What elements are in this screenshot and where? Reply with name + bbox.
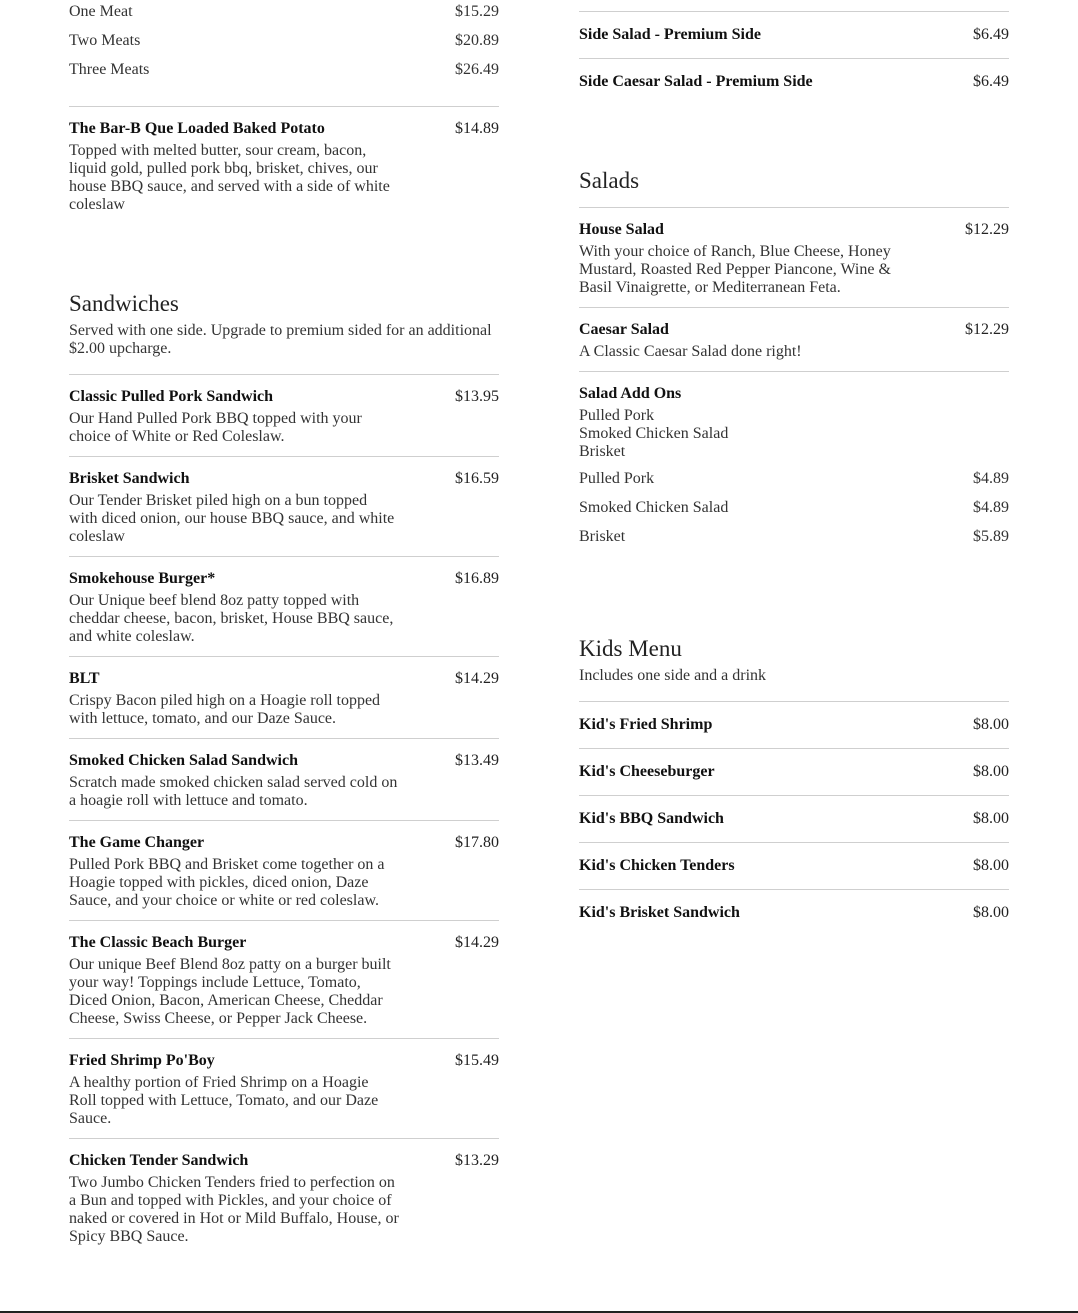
item-description: A Classic Caesar Salad done right! — [579, 343, 802, 360]
item-price: $13.49 — [455, 752, 499, 769]
item-name: Smoked Chicken Salad Sandwich — [69, 752, 298, 769]
meat-option-price: $15.29 — [455, 3, 499, 20]
item-description: With your choice of Ranch, Blue Cheese, Honey Mustard, Roasted Red Pepper Piancone, Wine & Basil Vinaigrette, or Mediterranean Feta. — [579, 243, 891, 296]
item-price: $8.00 — [973, 810, 1009, 827]
item-name: Kid's Brisket Sandwich — [579, 904, 740, 921]
item-description: Crispy Bacon piled high on a Hoagie roll topped with lettuce, tomato, and our Daze Sauce. — [69, 692, 381, 727]
menu-item — [69, 920, 499, 1038]
item-price: $8.00 — [973, 904, 1009, 921]
item-name: The Classic Beach Burger — [69, 934, 247, 951]
item-price: $15.49 — [455, 1052, 499, 1069]
section-note: Served with one side. Upgrade to premium sided for an additional $2.00 upcharge. — [69, 322, 492, 357]
item-name: Brisket Sandwich — [69, 470, 190, 487]
meat-option-price: $26.49 — [455, 61, 499, 78]
item-name: The Game Changer — [69, 834, 205, 851]
left-column — [69, 0, 499, 1256]
salad-add-ons — [579, 371, 1009, 551]
section-title: Kids Menu — [579, 636, 682, 661]
section-note: Includes one side and a drink — [579, 667, 767, 684]
item-name: Side Salad - Premium Side — [579, 26, 761, 43]
addon-option-label: Brisket — [579, 528, 626, 545]
section-title: Sandwiches — [69, 291, 179, 316]
addon-option-price: $5.89 — [973, 528, 1009, 545]
item-price: $8.00 — [973, 763, 1009, 780]
item-name: Fried Shrimp Po'Boy — [69, 1052, 215, 1069]
item-name: Kid's BBQ Sandwich — [579, 810, 724, 827]
meat-option-label: One Meat — [69, 3, 133, 20]
kids-section — [579, 635, 1009, 936]
item-name: Kid's Cheeseburger — [579, 763, 715, 780]
menu-item — [579, 58, 1009, 105]
item-price: $17.80 — [455, 834, 499, 851]
item-price: $6.49 — [973, 26, 1009, 43]
item-price: $8.00 — [973, 716, 1009, 733]
menu-item — [69, 556, 499, 656]
item-price: $14.89 — [455, 120, 499, 137]
meat-option-label: Two Meats — [69, 32, 141, 49]
menu-item — [69, 656, 499, 738]
item-name: House Salad — [579, 221, 664, 238]
item-price: $16.59 — [455, 470, 499, 487]
item-name: Kid's Chicken Tenders — [579, 857, 735, 874]
item-price: $6.49 — [973, 73, 1009, 90]
menu-item — [69, 738, 499, 820]
menu-item — [579, 11, 1009, 58]
item-name: The Bar-B Que Loaded Baked Potato — [69, 120, 325, 137]
addon-option-row — [579, 522, 1009, 551]
menu-item — [579, 307, 1009, 371]
item-price: $16.89 — [455, 570, 499, 587]
meat-option-row — [69, 55, 499, 84]
salads-section — [579, 167, 1009, 551]
meat-option-label: Three Meats — [69, 61, 150, 78]
item-name: Salad Add Ons — [579, 385, 682, 402]
item-description: Pulled Pork BBQ and Brisket come together on a Hoagie topped with pickles, diced onion, Daze Sauce, and your choice or white or red coleslaw. — [69, 856, 385, 909]
menu-item — [579, 701, 1009, 748]
menu-item — [579, 889, 1009, 936]
addon-list-entry: Pulled Pork — [579, 407, 655, 424]
item-price: $13.95 — [455, 388, 499, 405]
item-name: Smokehouse Burger* — [69, 570, 216, 587]
section-title: Salads — [579, 168, 640, 193]
addon-option-row — [579, 493, 1009, 522]
menu-item — [579, 207, 1009, 307]
item-description: Our unique Beef Blend 8oz patty on a burger built your way! Toppings include Lettuce, Tomato, Diced Onion, Bacon, American Cheese, Cheddar Cheese, Swiss Cheese, or Pepper Jack Cheese. — [69, 956, 391, 1027]
addon-list-entry: Brisket — [579, 443, 626, 460]
meat-options — [69, 0, 499, 84]
menu-item — [579, 842, 1009, 889]
addon-options — [579, 464, 1009, 551]
item-name: Kid's Fried Shrimp — [579, 716, 713, 733]
menu-item — [69, 1038, 499, 1138]
item-description: Our Unique beef blend 8oz patty topped with cheddar cheese, bacon, brisket, House BBQ sauce, and white coleslaw. — [69, 592, 394, 645]
addon-option-price: $4.89 — [973, 470, 1009, 487]
item-name: Side Caesar Salad - Premium Side — [579, 73, 813, 90]
menu-item — [579, 795, 1009, 842]
item-price: $13.29 — [455, 1152, 499, 1169]
addon-option-label: Pulled Pork — [579, 470, 655, 487]
item-name: Caesar Salad — [579, 321, 669, 338]
right-column — [579, 0, 1009, 936]
menu-item — [69, 1138, 499, 1256]
premium-sides — [579, 11, 1009, 105]
item-description: A healthy portion of Fried Shrimp on a Hoagie Roll topped with Lettuce, Tomato, and our Daze Sauce. — [69, 1074, 379, 1127]
item-price: $14.29 — [455, 670, 499, 687]
addon-option-label: Smoked Chicken Salad — [579, 499, 729, 516]
meat-option-row — [69, 0, 499, 26]
meat-option-row — [69, 26, 499, 55]
item-price: $14.29 — [455, 934, 499, 951]
item-description: Our Hand Pulled Pork BBQ topped with your choice of White or Red Coleslaw. — [69, 410, 362, 445]
item-price: $12.29 — [965, 321, 1009, 338]
addon-option-row — [579, 464, 1009, 493]
menu-item — [69, 820, 499, 920]
item-description: Topped with melted butter, sour cream, bacon, liquid gold, pulled pork bbq, brisket, chives, our house BBQ sauce, and served with a side of white coleslaw — [69, 142, 390, 213]
item-name: Classic Pulled Pork Sandwich — [69, 388, 274, 405]
sandwiches-section — [69, 290, 499, 1256]
item-description: Scratch made smoked chicken salad served cold on a hoagie roll with lettuce and tomato. — [69, 774, 398, 809]
menu-item — [69, 374, 499, 456]
meat-option-price: $20.89 — [455, 32, 499, 49]
addon-option-price: $4.89 — [973, 499, 1009, 516]
addon-list-entry: Smoked Chicken Salad — [579, 425, 729, 442]
menu-item — [69, 456, 499, 556]
item-price: $12.29 — [965, 221, 1009, 238]
item-name: BLT — [69, 670, 100, 687]
item-description: Our Tender Brisket piled high on a bun topped with diced onion, our house BBQ sauce, and white coleslaw — [69, 492, 395, 545]
addon-list — [579, 407, 1009, 461]
menu-item — [579, 748, 1009, 795]
item-name: Chicken Tender Sandwich — [69, 1152, 249, 1169]
menu-item-loaded-potato — [69, 106, 499, 224]
item-description: Two Jumbo Chicken Tenders fried to perfection on a Bun and topped with Pickles, and your choice of naked or covered in Hot or Mild Buffalo, House, or Spicy BBQ Sauce. — [69, 1174, 399, 1245]
item-price: $8.00 — [973, 857, 1009, 874]
